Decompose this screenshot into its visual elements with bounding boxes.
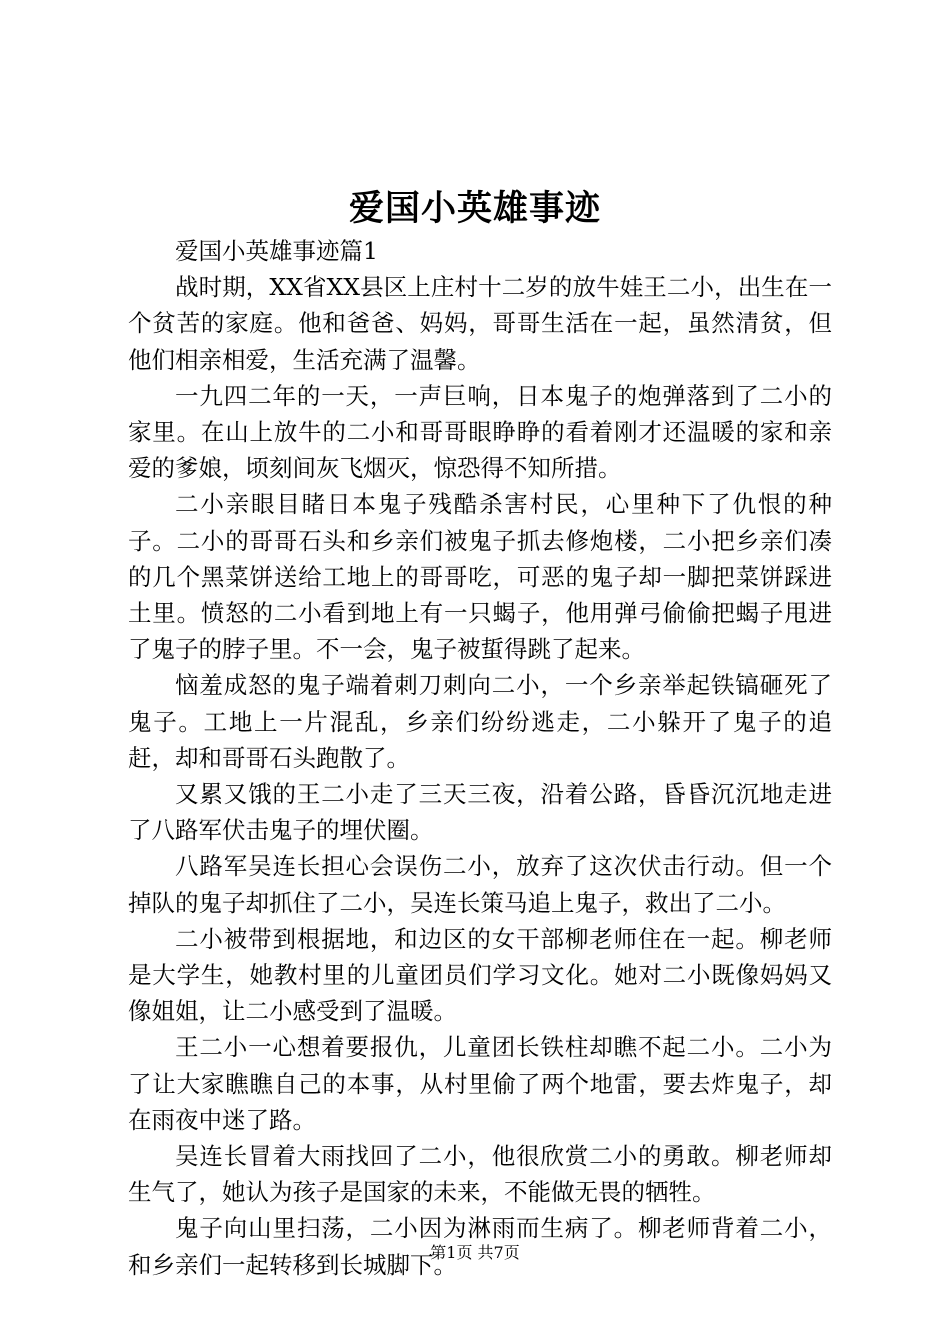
paragraph: 王二小一心想着要报仇，儿童团长铁柱却瞧不起二小。二小为了让大家瞧瞧自己的本事，从村里偷了两个地雷，要去炸鬼子，却在雨夜中迷了路。 [128, 1033, 832, 1134]
paragraph: 战时期，XX省XX县区上庄村十二岁的放牛娃王二小，出生在一个贫苦的家庭。他和爸爸、妈妈，哥哥生活在一起，虽然清贫，但他们相亲相爱，生活充满了温馨。 [128, 273, 832, 374]
page-number-footer: 第1页 共7页 [430, 1243, 520, 1262]
paragraph: 一九四二年的一天，一声巨响，日本鬼子的炮弹落到了二小的家里。在山上放牛的二小和哥哥眼睁睁的看着刚才还温暖的家和亲爱的爹娘，顷刻间灰飞烟灭，惊恐得不知所措。 [128, 381, 832, 483]
paragraph: 八路军吴连长担心会误伤二小，放弃了这次伏击行动。但一个掉队的鬼子却抓住了二小，吴连长策马追上鬼子，救出了二小。 [128, 852, 832, 917]
document-title: 爱国小英雄事迹 [348, 188, 601, 229]
paragraph: 又累又饿的王二小走了三天三夜，沿着公路，昏昏沉沉地走进了八路军伏击鬼子的埋伏圈。 [128, 780, 832, 845]
paragraph: 二小被带到根据地，和边区的女干部柳老师住在一起。柳老师是大学生，她教村里的儿童团员们学习文化。她对二小既像妈妈又像姐姐，让二小感受到了温暖。 [128, 924, 832, 1026]
paragraph: 吴连长冒着大雨找回了二小，他很欣赏二小的勇敢。柳老师却生气了，她认为孩子是国家的未来，不能做无畏的牺牲。 [128, 1142, 832, 1207]
section-heading: 爱国小英雄事迹篇1 [175, 237, 378, 265]
paragraph: 恼羞成怒的鬼子端着刺刀刺向二小，一个乡亲举起铁镐砸死了鬼子。工地上一片混乱，乡亲们纷纷逃走，二小躲开了鬼子的追赶，却和哥哥石头跑散了。 [128, 671, 832, 772]
document-body [128, 233, 832, 1283]
paragraph: 鬼子向山里扫荡，二小因为淋雨而生病了。柳老师背着二小，和乡亲们一起转移到长城脚下。 [128, 1214, 832, 1279]
paragraph: 二小亲眼目睹日本鬼子残酷杀害村民，心里种下了仇恨的种子。二小的哥哥石头和乡亲们被鬼子抓去修炮楼，二小把乡亲们凑的几个黑菜饼送给工地上的哥哥吃，可恶的鬼子却一脚把菜饼踩进土里。愤怒的二小看到地上有一只蝎子，他用弹弓偷偷把蝎子甩进了鬼子的脖子里。不一会，鬼子被蜇得跳了起来。 [128, 490, 832, 664]
